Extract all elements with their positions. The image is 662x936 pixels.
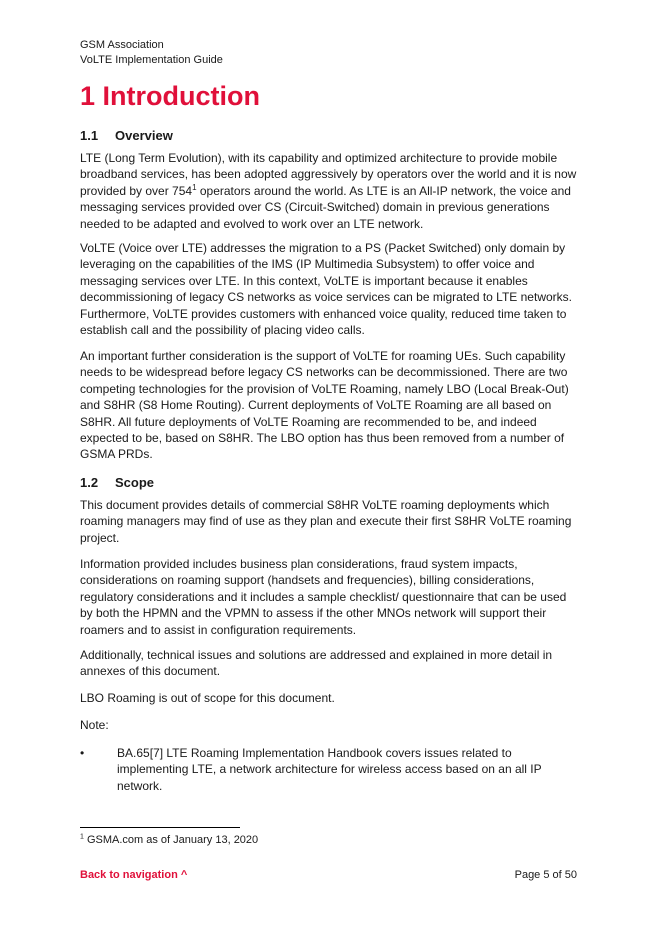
footnote-text: GSMA.com as of January 13, 2020 (83, 834, 259, 846)
footnote-divider (80, 827, 240, 828)
scope-paragraph-2: Information provided includes business plan considerations, fraud system impacts, considerations on roaming support (handsets and frequencies), billing considerations, regulatory considerations and it includes a sample checklist/ questionnaire that can be used by both the HPMN and the VPMN to assess if the other MNOs network will support their roamers and to assist in configuration requirements. (80, 557, 567, 637)
page-number: Page 5 of 50 (514, 869, 577, 881)
section-heading-overview (80, 127, 173, 145)
note-label: Note: (80, 718, 109, 732)
chapter-title (80, 78, 260, 114)
scope-paragraph-1: This document provides details of commercial S8HR VoLTE roaming deployments which roaming managers may find of use as they plan and execute their first S8HR VoLTE roaming project. (80, 498, 572, 545)
footnote-reference[interactable]: 1 (192, 182, 197, 192)
section-title: Scope (115, 475, 155, 490)
header-org: GSM Association (80, 39, 164, 51)
bullet-icon: • (80, 746, 85, 760)
overview-paragraph-1 (80, 150, 580, 232)
scope-paragraph-4: LBO Roaming is out of scope for this document. (80, 691, 335, 705)
chapter-title-text: Introduction (102, 81, 261, 111)
overview-paragraph-3: An important further consideration is the support of VoLTE for roaming UEs. Such capability needs to be widespread before legacy CS networks can be decommissioned. There are two competing technologies for the provision of VoLTE Roaming, namely LBO (Local Break-Out) and S8HR (S8 Home Routing). Current deployments of VoLTE Roaming are all based on S8HR. All future deployments of VoLTE Roaming are recommended to be, and indeed expected to be, based on S8HR. The LBO option has thus been removed from a number of GSMA PRDs. (80, 349, 569, 462)
overview-paragraph-2: VoLTE (Voice over LTE) addresses the migration to a PS (Packet Switched) only domain by leveraging on the capabilities of the IMS (IP Multimedia Subsystem) to offer voice and messaging services over LTE. In this context, VoLTE is important because it enables decommissioning of legacy CS networks as voice services can be migrated to LTE networks. Furthermore, VoLTE provides customers with enhanced voice quality, reduced time taken to establish call and the possibility of placing video calls. (80, 241, 572, 338)
section-title: Overview (115, 128, 173, 143)
footnote (80, 833, 258, 847)
running-header (80, 38, 223, 68)
section-number: 1.1 (80, 128, 99, 143)
section-number: 1.2 (80, 475, 99, 490)
back-to-navigation-link[interactable]: Back to navigation ^ (80, 869, 188, 881)
bullet-text: BA.65[7] LTE Roaming Implementation Handbook covers issues related to implementing LTE, a network architecture for wireless access based on an all IP network. (117, 746, 542, 793)
overview-p1-text-b: operators around the world. As LTE is an All-IP network, the voice and messaging services provided over CS (Circuit-Switched) domain in previous generations needed to be adapted and evolved to work over an LTE network. (80, 183, 571, 231)
header-doc-title: VoLTE Implementation Guide (80, 54, 223, 66)
section-heading-scope (80, 474, 154, 492)
scope-paragraph-3: Additionally, technical issues and solutions are addressed and explained in more detail in annexes of this document. (80, 648, 553, 679)
footnote-marker: 1 (80, 833, 84, 841)
chapter-number: 1 (80, 81, 96, 111)
overview-p1-text-a: LTE (Long Term Evolution), with its capability and optimized architecture to provide mobile broadband services, has been adopted aggressively by operators over the world and it is now provided by over 754 (80, 151, 577, 198)
